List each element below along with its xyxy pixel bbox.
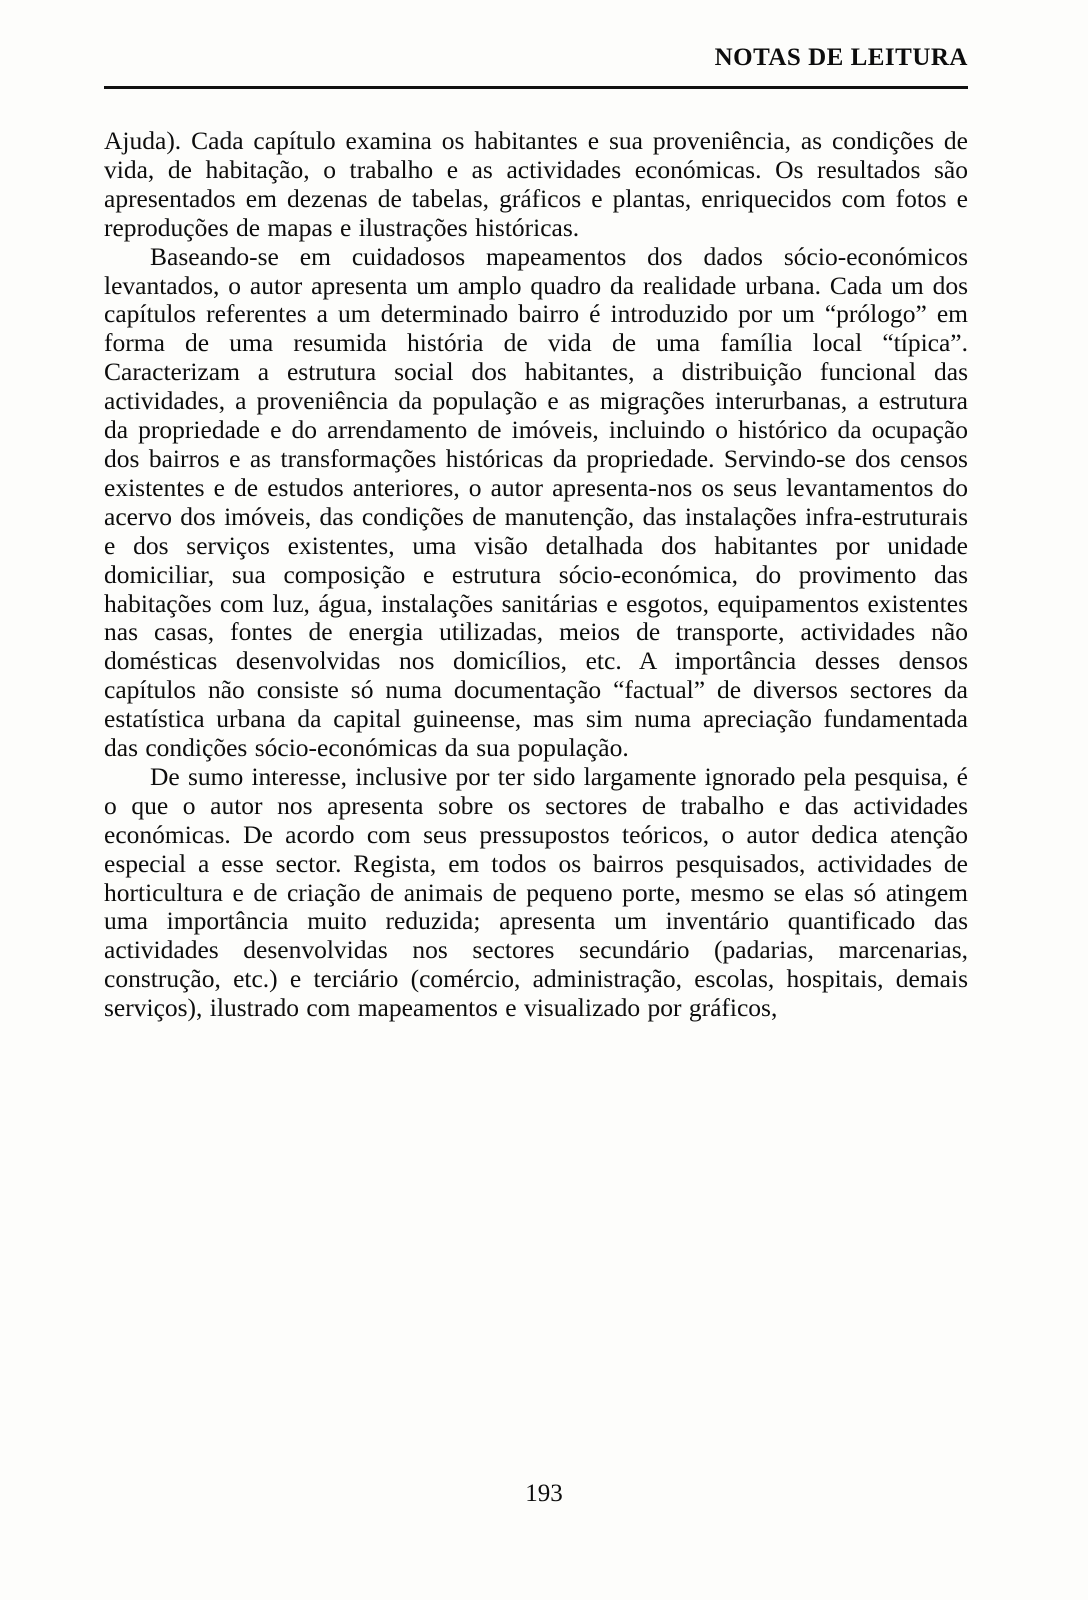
page-number: 193 xyxy=(525,1480,563,1507)
paragraph-2: Baseando-se em cuidadosos mapeamentos dos dados sócio-económicos levantados, o autor apresenta um amplo quadro da realidade urbana. Cada um dos capítulos referentes a um determinado bairro é introduzido por um “prólogo” em forma de uma resumida história de vida de uma família local “típica”. Caracterizam a estrutura social dos habitantes, a distribuição funcional das actividades, a proveniência da população e as migrações interurbanas, a estrutura da propriedade e do arrendamento de imóveis, incluindo o histórico da ocupação dos bairros e as transformações históricas da propriedade. Servindo-se dos censos existentes e de estudos anteriores, o autor apresenta-nos os seus levantamentos do acervo dos imóveis, das condições de manutenção, das instalações infra-estruturais e dos serviços existentes, uma visão detalhada dos habitantes por unidade domiciliar, sua composição e estrutura sócio-económica, do provimento das habitações com luz, água, instalações sanitárias e esgotos, equipamentos existentes nas casas, fontes de energia utilizadas, meios de transporte, actividades não domésticas desenvolvidas nos domicílios, etc. A importância desses densos capítulos não consiste só numa documentação “factual” de diversos sectores da estatística urbana da capital guineense, mas sim numa apreciação fundamentada das condições sócio-económicas da sua população. xyxy=(104,241,968,763)
running-header: NOTAS DE LEITURA xyxy=(714,44,968,71)
body-text xyxy=(104,127,968,1023)
page-content xyxy=(104,44,968,1023)
paragraph-1: Ajuda). Cada capítulo examina os habitantes e sua proveniência, as condições de vida, de habitação, o trabalho e as actividades económicas. Os resultados são apresentados em dezenas de tabelas, gráficos e plantas, enriquecidos com fotos e reproduções de mapas e ilustrações históricas. xyxy=(104,126,968,242)
paragraph-3: De sumo interesse, inclusive por ter sido largamente ignorado pela pesquisa, é o que o autor nos apresenta sobre os sectores de trabalho e das actividades económicas. De acordo com seus pressupostos teóricos, o autor dedica atenção especial a esse sector. Regista, em todos os bairros pesquisados, actividades de horticultura e de criação de animais de pequeno porte, mesmo se elas só atingem uma importância muito reduzida; apresenta um inventário quantificado das actividades desenvolvidas nos sectores secundário (padarias, marcenarias, construção, etc.) e terciário (comércio, administração, escolas, hospitais, demais serviços), ilustrado com mapeamentos e visualizado por gráficos, xyxy=(104,761,968,1023)
header-rule xyxy=(104,86,968,89)
